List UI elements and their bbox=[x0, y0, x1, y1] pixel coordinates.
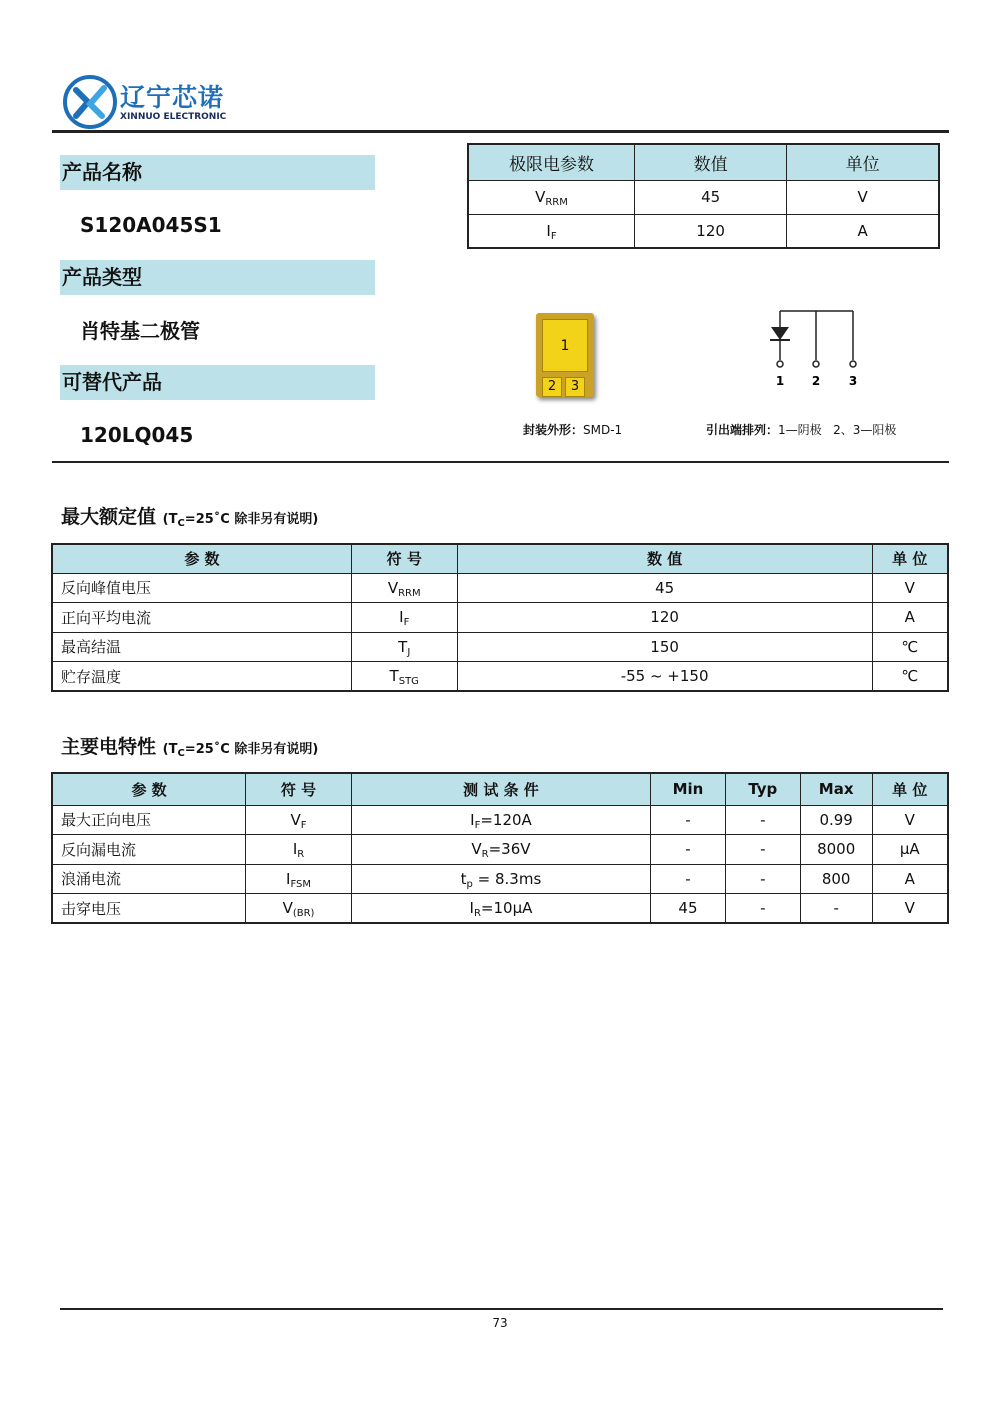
limits-symbol: $V_{RRM}$ bbox=[468, 180, 634, 214]
elec-condition: $t_p = 8.3ms$ bbox=[351, 864, 650, 894]
footer-rule bbox=[60, 1308, 943, 1310]
brand-name-en: XINNUO ELECTRONIC bbox=[120, 112, 227, 122]
elec-header-typ: Typ bbox=[725, 773, 800, 805]
package-image bbox=[536, 313, 594, 397]
elec-max: 0.99 bbox=[800, 805, 872, 835]
product-name-value: S120A045S1 bbox=[80, 213, 222, 237]
table-row bbox=[52, 805, 948, 835]
limits-unit: A bbox=[787, 214, 939, 248]
alt-product-value: 120LQ045 bbox=[80, 423, 194, 447]
table-row bbox=[52, 835, 948, 865]
alt-product-label: 可替代产品 bbox=[60, 365, 375, 400]
max-symbol: $T_{STG}$ bbox=[351, 662, 457, 692]
max-value: 150 bbox=[457, 632, 872, 662]
pin-number-2: 2 bbox=[811, 374, 821, 388]
max-ratings-title: 最大额定值 ($T_C=25˚C$ 除非另有说明) bbox=[61, 506, 319, 529]
elec-min: 45 bbox=[651, 894, 726, 924]
limits-table bbox=[467, 143, 940, 249]
max-param: 正向平均电流 bbox=[52, 603, 351, 633]
elec-max: 8000 bbox=[800, 835, 872, 865]
diode-pinout-icon bbox=[760, 305, 870, 390]
max-value: 120 bbox=[457, 603, 872, 633]
limits-header-param: 极限电参数 bbox=[468, 144, 634, 180]
elec-table bbox=[51, 772, 949, 924]
elec-header-condition: 测 试 条 件 bbox=[351, 773, 650, 805]
max-unit: ℃ bbox=[872, 662, 948, 692]
elec-max: - bbox=[800, 894, 872, 924]
elec-symbol: $I_R$ bbox=[246, 835, 352, 865]
elec-typ: - bbox=[725, 894, 800, 924]
elec-param: 最大正向电压 bbox=[52, 805, 246, 835]
max-header-unit: 单 位 bbox=[872, 544, 948, 573]
table-row bbox=[468, 214, 939, 248]
elec-unit: V bbox=[872, 894, 948, 924]
package-caption: 封装外形：SMD-1 bbox=[523, 423, 623, 437]
elec-header-param: 参 数 bbox=[52, 773, 246, 805]
elec-param: 击穿电压 bbox=[52, 894, 246, 924]
max-symbol: $T_J$ bbox=[351, 632, 457, 662]
elec-param: 反向漏电流 bbox=[52, 835, 246, 865]
pin-number-3: 3 bbox=[848, 374, 858, 388]
package-pad-3: 3 bbox=[565, 377, 585, 397]
table-row bbox=[52, 603, 948, 633]
pinout-caption: 引出端排列：1—阴极 2、3—阳极 bbox=[706, 423, 897, 437]
max-header-param: 参 数 bbox=[52, 544, 351, 573]
elec-condition: $I_F=120A$ bbox=[351, 805, 650, 835]
max-symbol: $I_F$ bbox=[351, 603, 457, 633]
elec-param: 浪涌电流 bbox=[52, 864, 246, 894]
elec-symbol: $V_{(BR)}$ bbox=[246, 894, 352, 924]
elec-min: - bbox=[651, 864, 726, 894]
elec-header-max: Max bbox=[800, 773, 872, 805]
max-param: 最高结温 bbox=[52, 632, 351, 662]
brand-name-cn: 辽宁芯诺 bbox=[120, 83, 225, 112]
limits-header-value: 数值 bbox=[634, 144, 786, 180]
elec-header-unit: 单 位 bbox=[872, 773, 948, 805]
elec-typ: - bbox=[725, 835, 800, 865]
max-param: 反向峰值电压 bbox=[52, 573, 351, 603]
max-unit: A bbox=[872, 603, 948, 633]
elec-unit: V bbox=[872, 805, 948, 835]
header-rule bbox=[52, 130, 949, 133]
elec-typ: - bbox=[725, 805, 800, 835]
table-row bbox=[52, 864, 948, 894]
product-type-label: 产品类型 bbox=[60, 260, 375, 295]
max-header-value: 数 值 bbox=[457, 544, 872, 573]
table-row bbox=[52, 632, 948, 662]
max-value: -55 ~ +150 bbox=[457, 662, 872, 692]
xinnuo-logo-icon bbox=[62, 74, 118, 130]
max-ratings-table bbox=[51, 543, 949, 692]
elec-header-min: Min bbox=[651, 773, 726, 805]
elec-condition: $V_R=36V$ bbox=[351, 835, 650, 865]
elec-unit: A bbox=[872, 864, 948, 894]
pin-number-1: 1 bbox=[775, 374, 785, 388]
max-header-symbol: 符 号 bbox=[351, 544, 457, 573]
max-unit: V bbox=[872, 573, 948, 603]
limits-value: 45 bbox=[634, 180, 786, 214]
table-row bbox=[52, 573, 948, 603]
max-param: 贮存温度 bbox=[52, 662, 351, 692]
product-type-value: 肖特基二极管 bbox=[80, 319, 200, 343]
elec-header-symbol: 符 号 bbox=[246, 773, 352, 805]
elec-symbol: $I_{FSM}$ bbox=[246, 864, 352, 894]
package-pad-2: 2 bbox=[542, 377, 562, 397]
elec-condition: $I_R=10\mu A$ bbox=[351, 894, 650, 924]
max-symbol: $V_{RRM}$ bbox=[351, 573, 457, 603]
max-unit: ℃ bbox=[872, 632, 948, 662]
elec-symbol: $V_F$ bbox=[246, 805, 352, 835]
limits-unit: V bbox=[787, 180, 939, 214]
elec-max: 800 bbox=[800, 864, 872, 894]
table-row bbox=[52, 662, 948, 692]
elec-min: - bbox=[651, 805, 726, 835]
section-rule bbox=[52, 461, 949, 463]
limits-header-unit: 单位 bbox=[787, 144, 939, 180]
limits-value: 120 bbox=[634, 214, 786, 248]
elec-typ: - bbox=[725, 864, 800, 894]
product-name-label: 产品名称 bbox=[60, 155, 375, 190]
elec-min: - bbox=[651, 835, 726, 865]
elec-unit: μA bbox=[872, 835, 948, 865]
limits-symbol: $I_F$ bbox=[468, 214, 634, 248]
table-row bbox=[52, 894, 948, 924]
page-number: 73 bbox=[492, 1316, 508, 1330]
max-value: 45 bbox=[457, 573, 872, 603]
table-row bbox=[468, 180, 939, 214]
package-pad-1: 1 bbox=[542, 319, 588, 372]
elec-title: 主要电特性 ($T_C=25˚C$ 除非另有说明) bbox=[61, 736, 319, 759]
